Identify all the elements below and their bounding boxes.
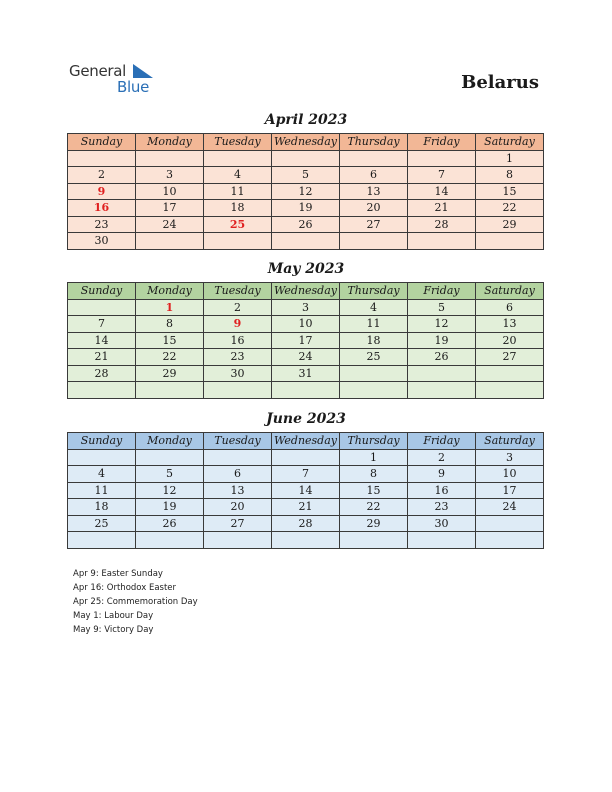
weekday-header-row: [68, 433, 544, 450]
day-cell: 3: [476, 449, 544, 466]
day-cell: 15: [340, 482, 408, 499]
day-cell: 5: [272, 167, 340, 184]
day-cell: 15: [136, 332, 204, 349]
day-cell: [408, 150, 476, 167]
day-cell: 22: [136, 349, 204, 366]
day-cell: [204, 382, 272, 399]
day-cell: [68, 382, 136, 399]
day-cell: 18: [204, 200, 272, 217]
day-cell: [272, 150, 340, 167]
day-cell: 4: [68, 466, 136, 483]
day-cell: 9: [68, 183, 136, 200]
day-cell: 6: [476, 299, 544, 316]
day-cell: 26: [136, 515, 204, 532]
day-cell: [476, 382, 544, 399]
day-cell: 30: [204, 365, 272, 382]
day-cell: [340, 150, 408, 167]
day-cell: 15: [476, 183, 544, 200]
day-cell: 7: [272, 466, 340, 483]
day-cell: 21: [408, 200, 476, 217]
week-row: [68, 216, 544, 233]
day-cell: 19: [408, 332, 476, 349]
day-cell: 14: [68, 332, 136, 349]
day-cell: 27: [204, 515, 272, 532]
week-row: [68, 382, 544, 399]
day-cell: 31: [272, 365, 340, 382]
day-cell: [68, 299, 136, 316]
day-cell: 6: [204, 466, 272, 483]
day-cell: [340, 365, 408, 382]
week-row: [68, 515, 544, 532]
day-cell: 20: [340, 200, 408, 217]
day-cell: 30: [68, 233, 136, 250]
day-cell: 4: [340, 299, 408, 316]
month-title-may: May 2023: [267, 261, 345, 277]
day-cell: 13: [476, 316, 544, 333]
day-cell: 9: [204, 316, 272, 333]
day-cell: [408, 382, 476, 399]
day-cell: 29: [136, 365, 204, 382]
week-row: [68, 466, 544, 483]
day-cell: [476, 365, 544, 382]
week-row: [68, 233, 544, 250]
weekday-header: Friday: [408, 433, 476, 450]
day-cell: 5: [136, 466, 204, 483]
day-cell: 18: [340, 332, 408, 349]
day-cell: [408, 233, 476, 250]
day-cell: 13: [204, 482, 272, 499]
day-cell: 22: [340, 499, 408, 516]
week-row: [68, 316, 544, 333]
holiday-notes: [73, 567, 198, 637]
day-cell: [136, 532, 204, 549]
day-cell: [476, 532, 544, 549]
day-cell: 17: [476, 482, 544, 499]
day-cell: 10: [136, 183, 204, 200]
day-cell: 25: [204, 216, 272, 233]
day-cell: 14: [408, 183, 476, 200]
day-cell: 28: [272, 515, 340, 532]
logo-flag-icon: [133, 64, 153, 78]
day-cell: 24: [476, 499, 544, 516]
weekday-header: Sunday: [68, 283, 136, 300]
day-cell: 12: [136, 482, 204, 499]
day-cell: 3: [272, 299, 340, 316]
week-row: [68, 299, 544, 316]
day-cell: 11: [204, 183, 272, 200]
weekday-header: Wednesday: [272, 433, 340, 450]
day-cell: [272, 449, 340, 466]
day-cell: 20: [204, 499, 272, 516]
day-cell: 11: [68, 482, 136, 499]
month-title-april: April 2023: [264, 112, 348, 128]
day-cell: [204, 532, 272, 549]
week-row: [68, 183, 544, 200]
day-cell: [408, 532, 476, 549]
day-cell: 7: [68, 316, 136, 333]
day-cell: [272, 233, 340, 250]
weekday-header: Monday: [136, 283, 204, 300]
weekday-header: Wednesday: [272, 283, 340, 300]
day-cell: 2: [204, 299, 272, 316]
day-cell: 23: [68, 216, 136, 233]
weekday-header: Saturday: [476, 134, 544, 151]
day-cell: 29: [476, 216, 544, 233]
day-cell: [408, 365, 476, 382]
calendar-april: [67, 133, 544, 250]
holiday-note: Apr 25: Commemoration Day: [73, 597, 198, 607]
holiday-note: May 9: Victory Day: [73, 625, 154, 635]
day-cell: 1: [476, 150, 544, 167]
weekday-header: Thursday: [340, 283, 408, 300]
day-cell: [476, 233, 544, 250]
day-cell: 6: [340, 167, 408, 184]
day-cell: [68, 150, 136, 167]
day-cell: [272, 532, 340, 549]
day-cell: 5: [408, 299, 476, 316]
day-cell: 23: [408, 499, 476, 516]
day-cell: 13: [340, 183, 408, 200]
day-cell: [68, 532, 136, 549]
logo-general-text: General: [69, 62, 127, 80]
day-cell: [476, 515, 544, 532]
holiday-note: Apr 9: Easter Sunday: [73, 569, 163, 579]
weekday-header: Tuesday: [204, 283, 272, 300]
week-row: [68, 482, 544, 499]
day-cell: 21: [272, 499, 340, 516]
day-cell: 14: [272, 482, 340, 499]
day-cell: [340, 233, 408, 250]
weekday-header: Thursday: [340, 433, 408, 450]
day-cell: 10: [272, 316, 340, 333]
day-cell: 7: [408, 167, 476, 184]
day-cell: 17: [136, 200, 204, 217]
day-cell: 2: [408, 449, 476, 466]
day-cell: 3: [136, 167, 204, 184]
day-cell: [136, 382, 204, 399]
weekday-header-row: [68, 134, 544, 151]
day-cell: 19: [272, 200, 340, 217]
day-cell: 8: [340, 466, 408, 483]
holiday-note: Apr 16: Orthodox Easter: [73, 583, 177, 593]
day-cell: 19: [136, 499, 204, 516]
calendar-may: [67, 282, 544, 399]
day-cell: [204, 150, 272, 167]
day-cell: 1: [340, 449, 408, 466]
week-row: [68, 532, 544, 549]
calendar-june: [67, 432, 544, 549]
day-cell: [204, 449, 272, 466]
day-cell: 16: [204, 332, 272, 349]
day-cell: [136, 233, 204, 250]
weekday-header: Thursday: [340, 134, 408, 151]
logo-blue-text: Blue: [117, 78, 149, 96]
weekday-header: Friday: [408, 134, 476, 151]
day-cell: 9: [408, 466, 476, 483]
day-cell: 10: [476, 466, 544, 483]
weekday-header: Saturday: [476, 283, 544, 300]
day-cell: 24: [136, 216, 204, 233]
day-cell: 30: [408, 515, 476, 532]
day-cell: 28: [68, 365, 136, 382]
weekday-header: Monday: [136, 433, 204, 450]
day-cell: 11: [340, 316, 408, 333]
weekday-header: Saturday: [476, 433, 544, 450]
day-cell: 25: [340, 349, 408, 366]
day-cell: 16: [68, 200, 136, 217]
month-title-june: June 2023: [266, 411, 346, 427]
logo: [69, 62, 169, 96]
day-cell: 27: [340, 216, 408, 233]
week-row: [68, 499, 544, 516]
day-cell: 27: [476, 349, 544, 366]
day-cell: 22: [476, 200, 544, 217]
day-cell: [340, 532, 408, 549]
day-cell: 28: [408, 216, 476, 233]
weekday-header: Sunday: [68, 433, 136, 450]
day-cell: [68, 449, 136, 466]
day-cell: 23: [204, 349, 272, 366]
weekday-header: Sunday: [68, 134, 136, 151]
weekday-header: Tuesday: [204, 433, 272, 450]
day-cell: 20: [476, 332, 544, 349]
week-row: [68, 365, 544, 382]
day-cell: 8: [136, 316, 204, 333]
holiday-note: May 1: Labour Day: [73, 611, 154, 621]
weekday-header: Wednesday: [272, 134, 340, 151]
day-cell: 4: [204, 167, 272, 184]
weekday-header-row: [68, 283, 544, 300]
country-title: Belarus: [461, 72, 539, 93]
weekday-header: Monday: [136, 134, 204, 151]
weekday-header: Friday: [408, 283, 476, 300]
day-cell: 1: [136, 299, 204, 316]
day-cell: 29: [340, 515, 408, 532]
day-cell: [136, 449, 204, 466]
day-cell: [136, 150, 204, 167]
day-cell: 26: [272, 216, 340, 233]
day-cell: [272, 382, 340, 399]
day-cell: 24: [272, 349, 340, 366]
day-cell: 25: [68, 515, 136, 532]
week-row: [68, 449, 544, 466]
week-row: [68, 349, 544, 366]
day-cell: 26: [408, 349, 476, 366]
weekday-header: Tuesday: [204, 134, 272, 151]
day-cell: [204, 233, 272, 250]
day-cell: [340, 382, 408, 399]
day-cell: 12: [272, 183, 340, 200]
day-cell: 8: [476, 167, 544, 184]
week-row: [68, 150, 544, 167]
day-cell: 17: [272, 332, 340, 349]
week-row: [68, 200, 544, 217]
day-cell: 18: [68, 499, 136, 516]
day-cell: 2: [68, 167, 136, 184]
week-row: [68, 167, 544, 184]
week-row: [68, 332, 544, 349]
day-cell: 21: [68, 349, 136, 366]
day-cell: 12: [408, 316, 476, 333]
day-cell: 16: [408, 482, 476, 499]
